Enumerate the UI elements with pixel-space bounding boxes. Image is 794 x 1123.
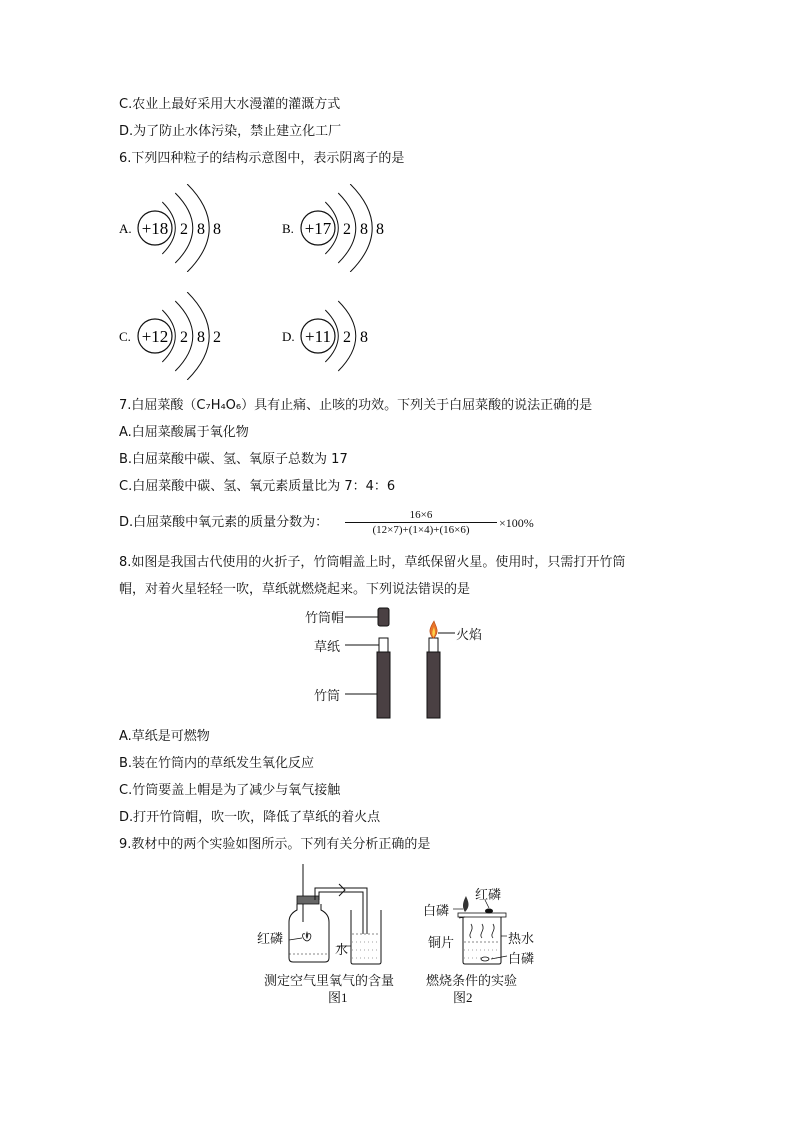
- electron-count: 2: [180, 221, 188, 238]
- q7-option-d: [119, 515, 328, 531]
- question-9: 9.教材中的两个实验如图所示。下列有关分析正确的是: [119, 837, 431, 852]
- white-phosphorus-top-label: 白磷: [423, 904, 450, 919]
- cap-label: 竹筒帽: [305, 611, 345, 626]
- electron-count: 2: [343, 221, 351, 238]
- electron-count: 8: [376, 221, 384, 238]
- atom-diagram-d: [282, 292, 402, 380]
- white-phosphorus-bottom-label: 白磷: [508, 952, 535, 967]
- electron-count: 8: [360, 221, 368, 238]
- nucleus-charge: +17: [304, 219, 332, 238]
- q7-option-a: A.白屈菜酸属于氧化物: [119, 425, 249, 440]
- water-label: 水: [335, 943, 349, 958]
- paper-label: 草纸: [314, 640, 341, 655]
- fire-folder-figure: [305, 604, 505, 722]
- q8-option-b: B.装在竹筒内的草纸发生氧化反应: [119, 756, 315, 771]
- electron-count: 2: [343, 329, 351, 346]
- q8-option-c: C.竹筒要盖上帽是为了减少与氧气接触: [119, 783, 341, 798]
- atom-diagram-c: [119, 292, 239, 380]
- caption-2: 燃烧条件的实验: [426, 974, 518, 989]
- question-6: 6.下列四种粒子的结构示意图中，表示阴离子的是: [119, 151, 405, 166]
- tube-label: 竹筒: [314, 689, 341, 704]
- question-7: 7.白屈菜酸（C₇H₄O₆）具有止痛、止咳的功效。下列关于白屈菜酸的说法正确的是: [119, 398, 593, 413]
- q7-option-b: B.白屈菜酸中碳、氢、氧原子总数为 17: [119, 452, 348, 467]
- q7d-prefix: D.白屈菜酸中氧元素的质量分数为：: [119, 515, 329, 530]
- electron-count: 8: [197, 221, 205, 238]
- electron-count: 2: [213, 329, 221, 346]
- option-letter: D.: [282, 329, 295, 344]
- experiment-figure: [255, 862, 545, 1007]
- option-letter: C.: [119, 329, 131, 344]
- nucleus-charge: +12: [141, 327, 169, 346]
- atom-diagram-a: [119, 184, 239, 272]
- fig1-label: 图1: [328, 990, 348, 1005]
- nucleus-charge: +18: [141, 219, 169, 238]
- q7-option-c: C.白屈菜酸中碳、氢、氧元素质量比为 7：4：6: [119, 479, 396, 494]
- atom-diagram-b: [282, 184, 402, 272]
- fig2-label: 图2: [453, 990, 473, 1005]
- nucleus-charge: +11: [305, 327, 331, 346]
- q7d-denominator: (12×7)+(1×4)+(16×6): [372, 524, 470, 536]
- electron-count: 2: [180, 329, 188, 346]
- question-8-line2: 帽，对着火星轻轻一吹，草纸就燃烧起来。下列说法错误的是: [119, 582, 471, 597]
- line-c5: C.农业上最好采用大水漫灌的灌溉方式: [119, 97, 341, 112]
- electron-count: 8: [197, 329, 205, 346]
- q8-option-d: D.打开竹筒帽，吹一吹，降低了草纸的着火点: [119, 810, 381, 825]
- line-d5: D.为了防止水体污染，禁止建立化工厂: [119, 124, 342, 139]
- option-letter: B.: [282, 221, 294, 236]
- q7d-suffix: ×100%: [499, 516, 534, 530]
- caption-1: 测定空气里氧气的含量: [264, 974, 395, 989]
- electron-count: 8: [213, 221, 221, 238]
- copper-label: 铜片: [428, 936, 455, 951]
- q7d-numerator: 16×6: [409, 509, 433, 521]
- red-phosphorus-top-label: 红磷: [475, 888, 502, 903]
- q8-option-a: A.草纸是可燃物: [119, 729, 210, 744]
- question-8-line1: 8.如图是我国古代使用的火折子，竹筒帽盖上时，草纸保留火星。使用时，只需打开竹筒: [119, 555, 626, 570]
- red-phosphorus-label-1: 红磷: [257, 932, 284, 947]
- electron-count: 8: [360, 329, 368, 346]
- flame-label: 火焰: [456, 628, 483, 643]
- option-letter: A.: [119, 221, 132, 236]
- hot-water-label: 热水: [508, 932, 535, 947]
- q7d-fraction: [345, 508, 497, 538]
